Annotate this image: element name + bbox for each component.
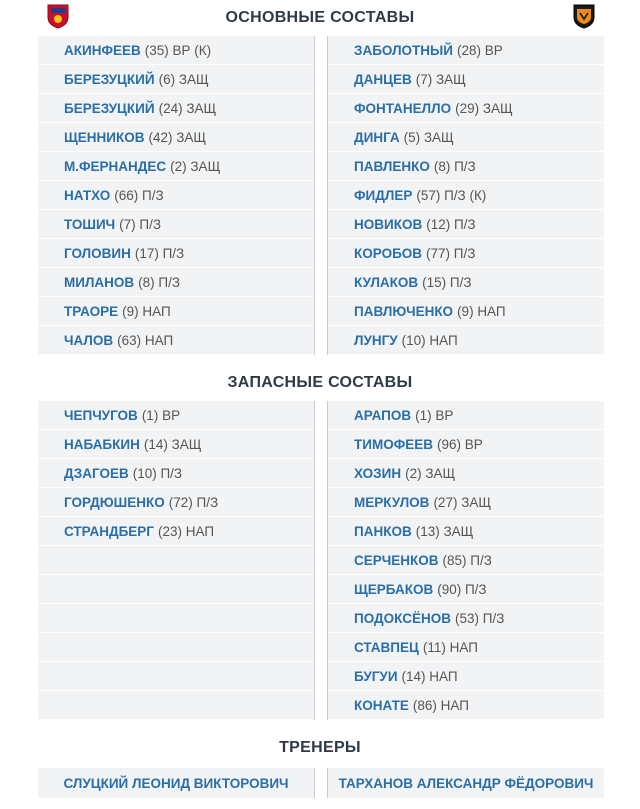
player-detail: (11) НАП bbox=[422, 639, 478, 655]
subs-lineups bbox=[0, 401, 640, 720]
player-name[interactable]: СЕРЧЕНКОВ bbox=[354, 552, 439, 568]
player-row[interactable] bbox=[38, 297, 314, 326]
player-name[interactable]: КОНАТЕ bbox=[354, 697, 409, 713]
player-name[interactable]: СТРАНДБЕРГ bbox=[64, 523, 154, 539]
player-name[interactable]: ПОДОКСЁНОВ bbox=[354, 610, 451, 626]
player-detail: (28) ВР bbox=[456, 42, 503, 58]
player-row[interactable] bbox=[38, 517, 314, 546]
player-name[interactable]: АРАПОВ bbox=[354, 407, 412, 423]
main-lineup-away bbox=[327, 36, 604, 355]
player-row[interactable] bbox=[328, 488, 604, 517]
player-detail: (63) НАП bbox=[117, 332, 174, 348]
player-name[interactable]: ПАНКОВ bbox=[354, 523, 412, 539]
player-detail: (13) ЗАЩ bbox=[415, 523, 474, 539]
player-name[interactable]: ЩЕННИКОВ bbox=[64, 129, 145, 145]
empty-row bbox=[38, 604, 314, 633]
player-detail: (6) ЗАЩ bbox=[158, 71, 209, 87]
player-detail: (9) НАП bbox=[122, 303, 171, 319]
player-detail: (86) НАП bbox=[412, 697, 469, 713]
player-row[interactable] bbox=[38, 326, 314, 355]
player-name[interactable]: БЕРЕЗУЦКИЙ bbox=[64, 71, 155, 87]
player-detail: (14) НАП bbox=[401, 668, 458, 684]
player-name[interactable]: БЕРЕЗУЦКИЙ bbox=[64, 100, 155, 116]
player-detail: (66) П/З bbox=[114, 187, 164, 203]
player-row[interactable] bbox=[328, 181, 604, 210]
player-detail: (10) П/З bbox=[132, 465, 183, 481]
player-name[interactable]: АКИНФЕЕВ bbox=[64, 42, 141, 58]
player-detail: (96) ВР bbox=[436, 436, 483, 452]
main-lineups-header bbox=[0, 0, 640, 36]
player-row[interactable] bbox=[38, 123, 314, 152]
player-detail: (77) П/З bbox=[426, 245, 476, 261]
player-row[interactable] bbox=[38, 65, 314, 94]
coaches-row bbox=[0, 768, 640, 798]
player-row[interactable] bbox=[38, 430, 314, 459]
player-row[interactable] bbox=[38, 401, 314, 430]
player-row[interactable] bbox=[328, 94, 604, 123]
player-name[interactable]: ДИНГА bbox=[354, 129, 400, 145]
player-row[interactable] bbox=[328, 268, 604, 297]
player-detail: (9) НАП bbox=[457, 303, 506, 319]
empty-row bbox=[38, 575, 314, 604]
player-detail: (90) П/З bbox=[437, 581, 487, 597]
player-row[interactable] bbox=[38, 94, 314, 123]
player-detail: (24) ЗАЩ bbox=[158, 100, 217, 116]
player-row[interactable] bbox=[328, 633, 604, 662]
subs-lineup-home bbox=[38, 401, 315, 720]
player-row[interactable] bbox=[38, 36, 314, 65]
player-detail: (1) ВР bbox=[415, 407, 454, 423]
player-detail: (53) П/З bbox=[455, 610, 505, 626]
player-detail: (14) ЗАЩ bbox=[143, 436, 202, 452]
player-name[interactable]: ЧАЛОВ bbox=[64, 332, 114, 348]
main-lineup-home bbox=[38, 36, 315, 355]
player-detail: (35) ВР (К) bbox=[144, 42, 212, 58]
player-name[interactable]: ТОШИЧ bbox=[64, 216, 116, 232]
empty-row bbox=[38, 633, 314, 662]
subs-lineup-away bbox=[327, 401, 604, 720]
player-row[interactable] bbox=[328, 297, 604, 326]
player-name[interactable]: ГОРДЮШЕНКО bbox=[64, 494, 165, 510]
player-detail: (15) П/З bbox=[422, 274, 472, 290]
player-row[interactable] bbox=[328, 575, 604, 604]
player-row[interactable] bbox=[328, 430, 604, 459]
coach-away[interactable]: ТАРХАНОВ АЛЕКСАНДР ФЁДОРОВИЧ bbox=[327, 768, 604, 798]
player-detail: (8) П/З bbox=[138, 274, 181, 290]
player-name[interactable]: ПАВЛЕНКО bbox=[354, 158, 430, 174]
main-lineups bbox=[0, 36, 640, 355]
player-detail: (7) П/З bbox=[119, 216, 162, 232]
player-detail: (1) ВР bbox=[141, 407, 181, 423]
player-name[interactable]: БУГУИ bbox=[354, 668, 398, 684]
player-detail: (17) П/З bbox=[134, 245, 185, 261]
player-detail: (2) ЗАЩ bbox=[405, 465, 456, 481]
player-row[interactable] bbox=[328, 604, 604, 633]
player-detail: (5) ЗАЩ bbox=[403, 129, 454, 145]
coaches-title: ТРЕНЕРЫ bbox=[279, 739, 361, 756]
player-name[interactable]: М.ФЕРНАНДЕС bbox=[64, 158, 167, 174]
player-detail: (10) НАП bbox=[401, 332, 458, 348]
player-row[interactable] bbox=[328, 691, 604, 720]
empty-row bbox=[38, 546, 314, 575]
player-detail: (8) П/З bbox=[433, 158, 476, 174]
player-detail: (7) ЗАЩ bbox=[415, 71, 466, 87]
player-detail: (72) П/З bbox=[168, 494, 219, 510]
player-detail: (85) П/З bbox=[442, 552, 492, 568]
player-name[interactable]: ТИМОФЕЕВ bbox=[354, 436, 433, 452]
player-name[interactable]: ЧЕПЧУГОВ bbox=[64, 407, 138, 423]
player-row[interactable] bbox=[328, 459, 604, 488]
coach-home[interactable]: СЛУЦКИЙ ЛЕОНИД ВИКТОРОВИЧ bbox=[38, 768, 315, 798]
player-row[interactable] bbox=[38, 459, 314, 488]
player-detail: (23) НАП bbox=[157, 523, 215, 539]
player-row[interactable] bbox=[328, 65, 604, 94]
player-row[interactable] bbox=[38, 268, 314, 297]
player-detail: (29) ЗАЩ bbox=[455, 100, 513, 116]
player-name[interactable]: ЩЕРБАКОВ bbox=[354, 581, 434, 597]
player-name[interactable]: КОРОБОВ bbox=[354, 245, 423, 261]
player-name[interactable]: МИЛАНОВ bbox=[64, 274, 135, 290]
player-name[interactable]: ФОНТАНЕЛЛО bbox=[354, 100, 452, 116]
empty-row bbox=[38, 662, 314, 691]
player-row[interactable] bbox=[38, 488, 314, 517]
player-detail: (42) ЗАЩ bbox=[148, 129, 207, 145]
subs-header bbox=[0, 365, 640, 401]
player-row[interactable] bbox=[328, 517, 604, 546]
subs-title: ЗАПАСНЫЕ СОСТАВЫ bbox=[227, 374, 413, 391]
player-row[interactable] bbox=[328, 123, 604, 152]
player-row[interactable] bbox=[328, 210, 604, 239]
player-name[interactable]: ДЗАГОЕВ bbox=[64, 465, 129, 481]
player-name[interactable]: КУЛАКОВ bbox=[354, 274, 419, 290]
player-name[interactable]: МЕРКУЛОВ bbox=[354, 494, 430, 510]
player-row[interactable] bbox=[328, 326, 604, 355]
player-name[interactable]: ХОЗИН bbox=[354, 465, 402, 481]
player-detail: (2) ЗАЩ bbox=[170, 158, 221, 174]
player-detail: (12) П/З bbox=[426, 216, 476, 232]
ural-logo-icon[interactable] bbox=[572, 3, 596, 29]
player-name[interactable]: ПАВЛЮЧЕНКО bbox=[354, 303, 454, 319]
cska-logo-icon[interactable] bbox=[46, 3, 70, 29]
player-detail: (27) ЗАЩ bbox=[433, 494, 492, 510]
player-detail: (57) П/З (К) bbox=[416, 187, 487, 203]
main-lineups-title: ОСНОВНЫЕ СОСТАВЫ bbox=[225, 9, 415, 26]
player-row[interactable] bbox=[38, 239, 314, 268]
player-name[interactable]: ТРАОРЕ bbox=[64, 303, 119, 319]
coaches-header bbox=[0, 730, 640, 766]
player-name[interactable]: ФИДЛЕР bbox=[354, 187, 413, 203]
player-row[interactable] bbox=[328, 662, 604, 691]
player-name[interactable]: НАБАБКИН bbox=[64, 436, 140, 452]
player-name[interactable]: ГОЛОВИН bbox=[64, 245, 131, 261]
player-name[interactable]: ДАНЦЕВ bbox=[354, 71, 412, 87]
empty-row bbox=[38, 691, 314, 720]
player-name[interactable]: ЗАБОЛОТНЫЙ bbox=[354, 42, 453, 58]
player-name[interactable]: СТАВПЕЦ bbox=[354, 639, 419, 655]
player-row[interactable] bbox=[38, 210, 314, 239]
player-row[interactable] bbox=[328, 546, 604, 575]
player-row[interactable] bbox=[38, 152, 314, 181]
player-name[interactable]: НАТХО bbox=[64, 187, 111, 203]
player-row[interactable] bbox=[328, 239, 604, 268]
player-name[interactable]: ЛУНГУ bbox=[354, 332, 398, 348]
player-row[interactable] bbox=[328, 152, 604, 181]
player-row[interactable] bbox=[328, 401, 604, 430]
player-name[interactable]: НОВИКОВ bbox=[354, 216, 423, 232]
player-row[interactable] bbox=[38, 181, 314, 210]
player-row[interactable] bbox=[328, 36, 604, 65]
